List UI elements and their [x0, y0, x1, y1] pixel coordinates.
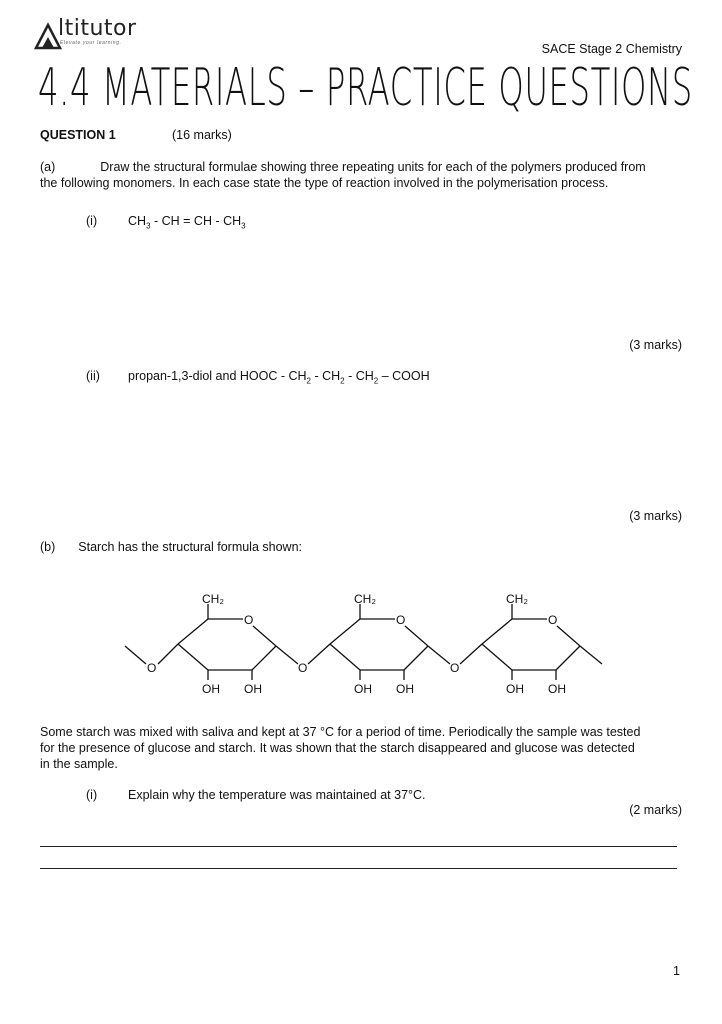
- link-oxygen-2: O: [450, 661, 460, 675]
- part-a-text-line2: the following monomers. In each case state the type of reaction involved in the polymerisation process.: [40, 176, 609, 190]
- part-b-i-label: (i): [86, 788, 98, 802]
- part-b-intro: [40, 539, 685, 555]
- part-a-label: (a): [40, 160, 56, 174]
- question-marks: (16 marks): [172, 128, 232, 142]
- logo-text: ltitutor: [58, 16, 137, 41]
- starch-bonds: [125, 604, 602, 680]
- part-b-paragraph-line3: in the sample.: [40, 757, 118, 771]
- part-a-text-line1: Draw the structural formulae showing three repeating units for each of the polymers produced from: [100, 160, 646, 174]
- link-oxygen-1: O: [298, 661, 308, 675]
- unit2-ring-oxygen: O: [396, 613, 406, 627]
- part-b-paragraph-line2: for the presence of glucose and starch. It was shown that the starch disappeared and glucose was detected: [40, 741, 635, 755]
- unit1-ch2-label: CH₂: [202, 592, 224, 606]
- answer-line-2[interactable]: [40, 868, 677, 869]
- logo-tagline: Elevate your learning.: [60, 40, 122, 46]
- page-title: 4.4 MATERIALS – PRACTICE QUESTIONS: [38, 58, 693, 118]
- part-a-ii-monomers: propan-1,3-diol and HOOC - $CH_2 - CH_2 - CH_2$ – COOH: [128, 369, 430, 386]
- answer-line-1[interactable]: [40, 846, 677, 847]
- part-a-i-monomer: $CH_3$ - CH = CH - $CH_3$: [128, 214, 246, 231]
- logo: [34, 16, 174, 50]
- part-a-i-marks: (3 marks): [629, 338, 682, 352]
- part-b-paragraph: [40, 724, 685, 772]
- unit2-oh-label-2: OH: [396, 682, 414, 696]
- unit3-oh-label-1: OH: [506, 682, 524, 696]
- unit1-ring-oxygen: O: [244, 613, 254, 627]
- unit2-ch2-label: CH₂: [354, 592, 376, 606]
- unit1-oh-label-2: OH: [244, 682, 262, 696]
- part-b-i-marks: (2 marks): [629, 803, 682, 817]
- part-a-i-label: (i): [86, 214, 98, 228]
- unit1-oh-label-1: OH: [202, 682, 220, 696]
- part-b-text: Starch has the structural formula shown:: [78, 540, 302, 554]
- part-a-ii-marks: (3 marks): [629, 509, 682, 523]
- part-b-i-question: Explain why the temperature was maintained at 37°C.: [128, 788, 426, 802]
- part-b-label: (b): [40, 540, 56, 554]
- unit2-oh-label-1: OH: [354, 682, 372, 696]
- part-b-paragraph-line1: Some starch was mixed with saliva and kept at 37 °C for a period of time. Periodically the sample was tested: [40, 725, 641, 739]
- part-a-ii-label: (ii): [86, 369, 100, 383]
- question-label-text: QUESTION 1: [40, 128, 116, 142]
- unit3-ring-oxygen: O: [548, 613, 558, 627]
- part-a-instruction: [40, 159, 685, 191]
- starch-structure-diagram: [120, 588, 610, 700]
- unit3-oh-label-2: OH: [548, 682, 566, 696]
- question-label: [40, 128, 116, 142]
- course-name: SACE Stage 2 Chemistry: [541, 42, 682, 56]
- page-number: 1: [673, 964, 680, 978]
- link-oxygen-left: O: [147, 661, 157, 675]
- unit3-ch2-label: CH₂: [506, 592, 528, 606]
